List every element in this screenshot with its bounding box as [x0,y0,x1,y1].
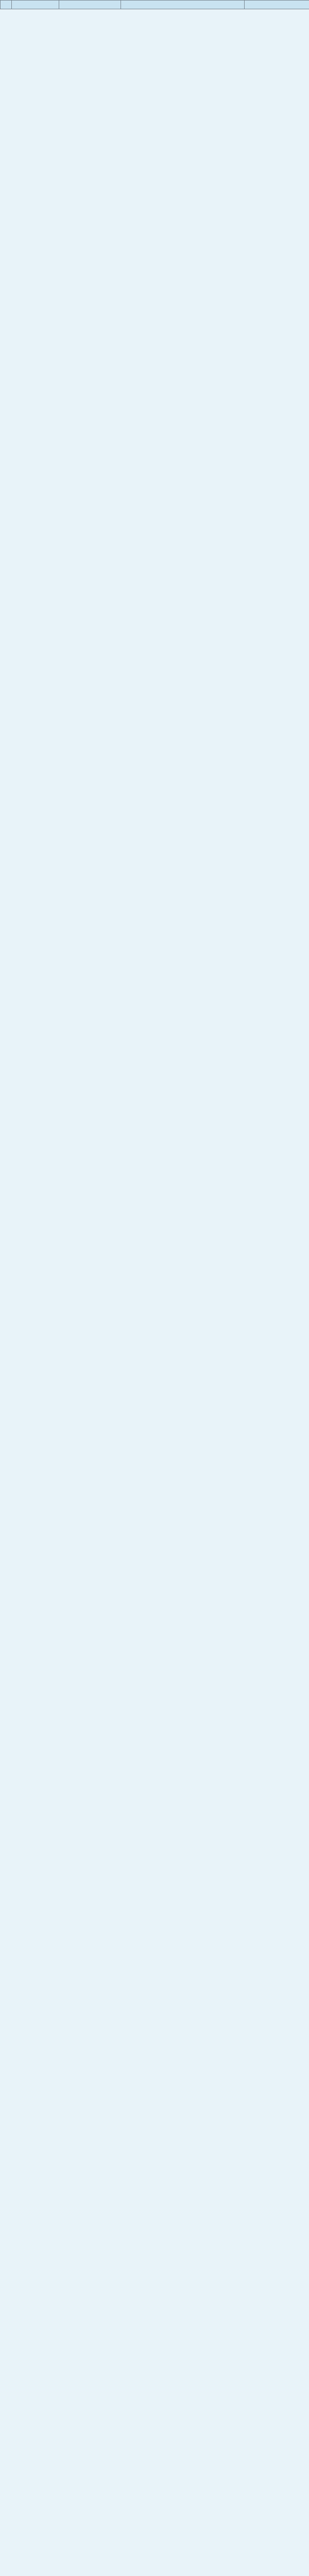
program-table [0,0,309,9]
header-cell [1,1,12,9]
header-cell [121,1,245,9]
table-header-row [1,1,309,9]
header-cell [12,1,59,9]
header-cell [245,1,309,9]
header-cell [59,1,121,9]
